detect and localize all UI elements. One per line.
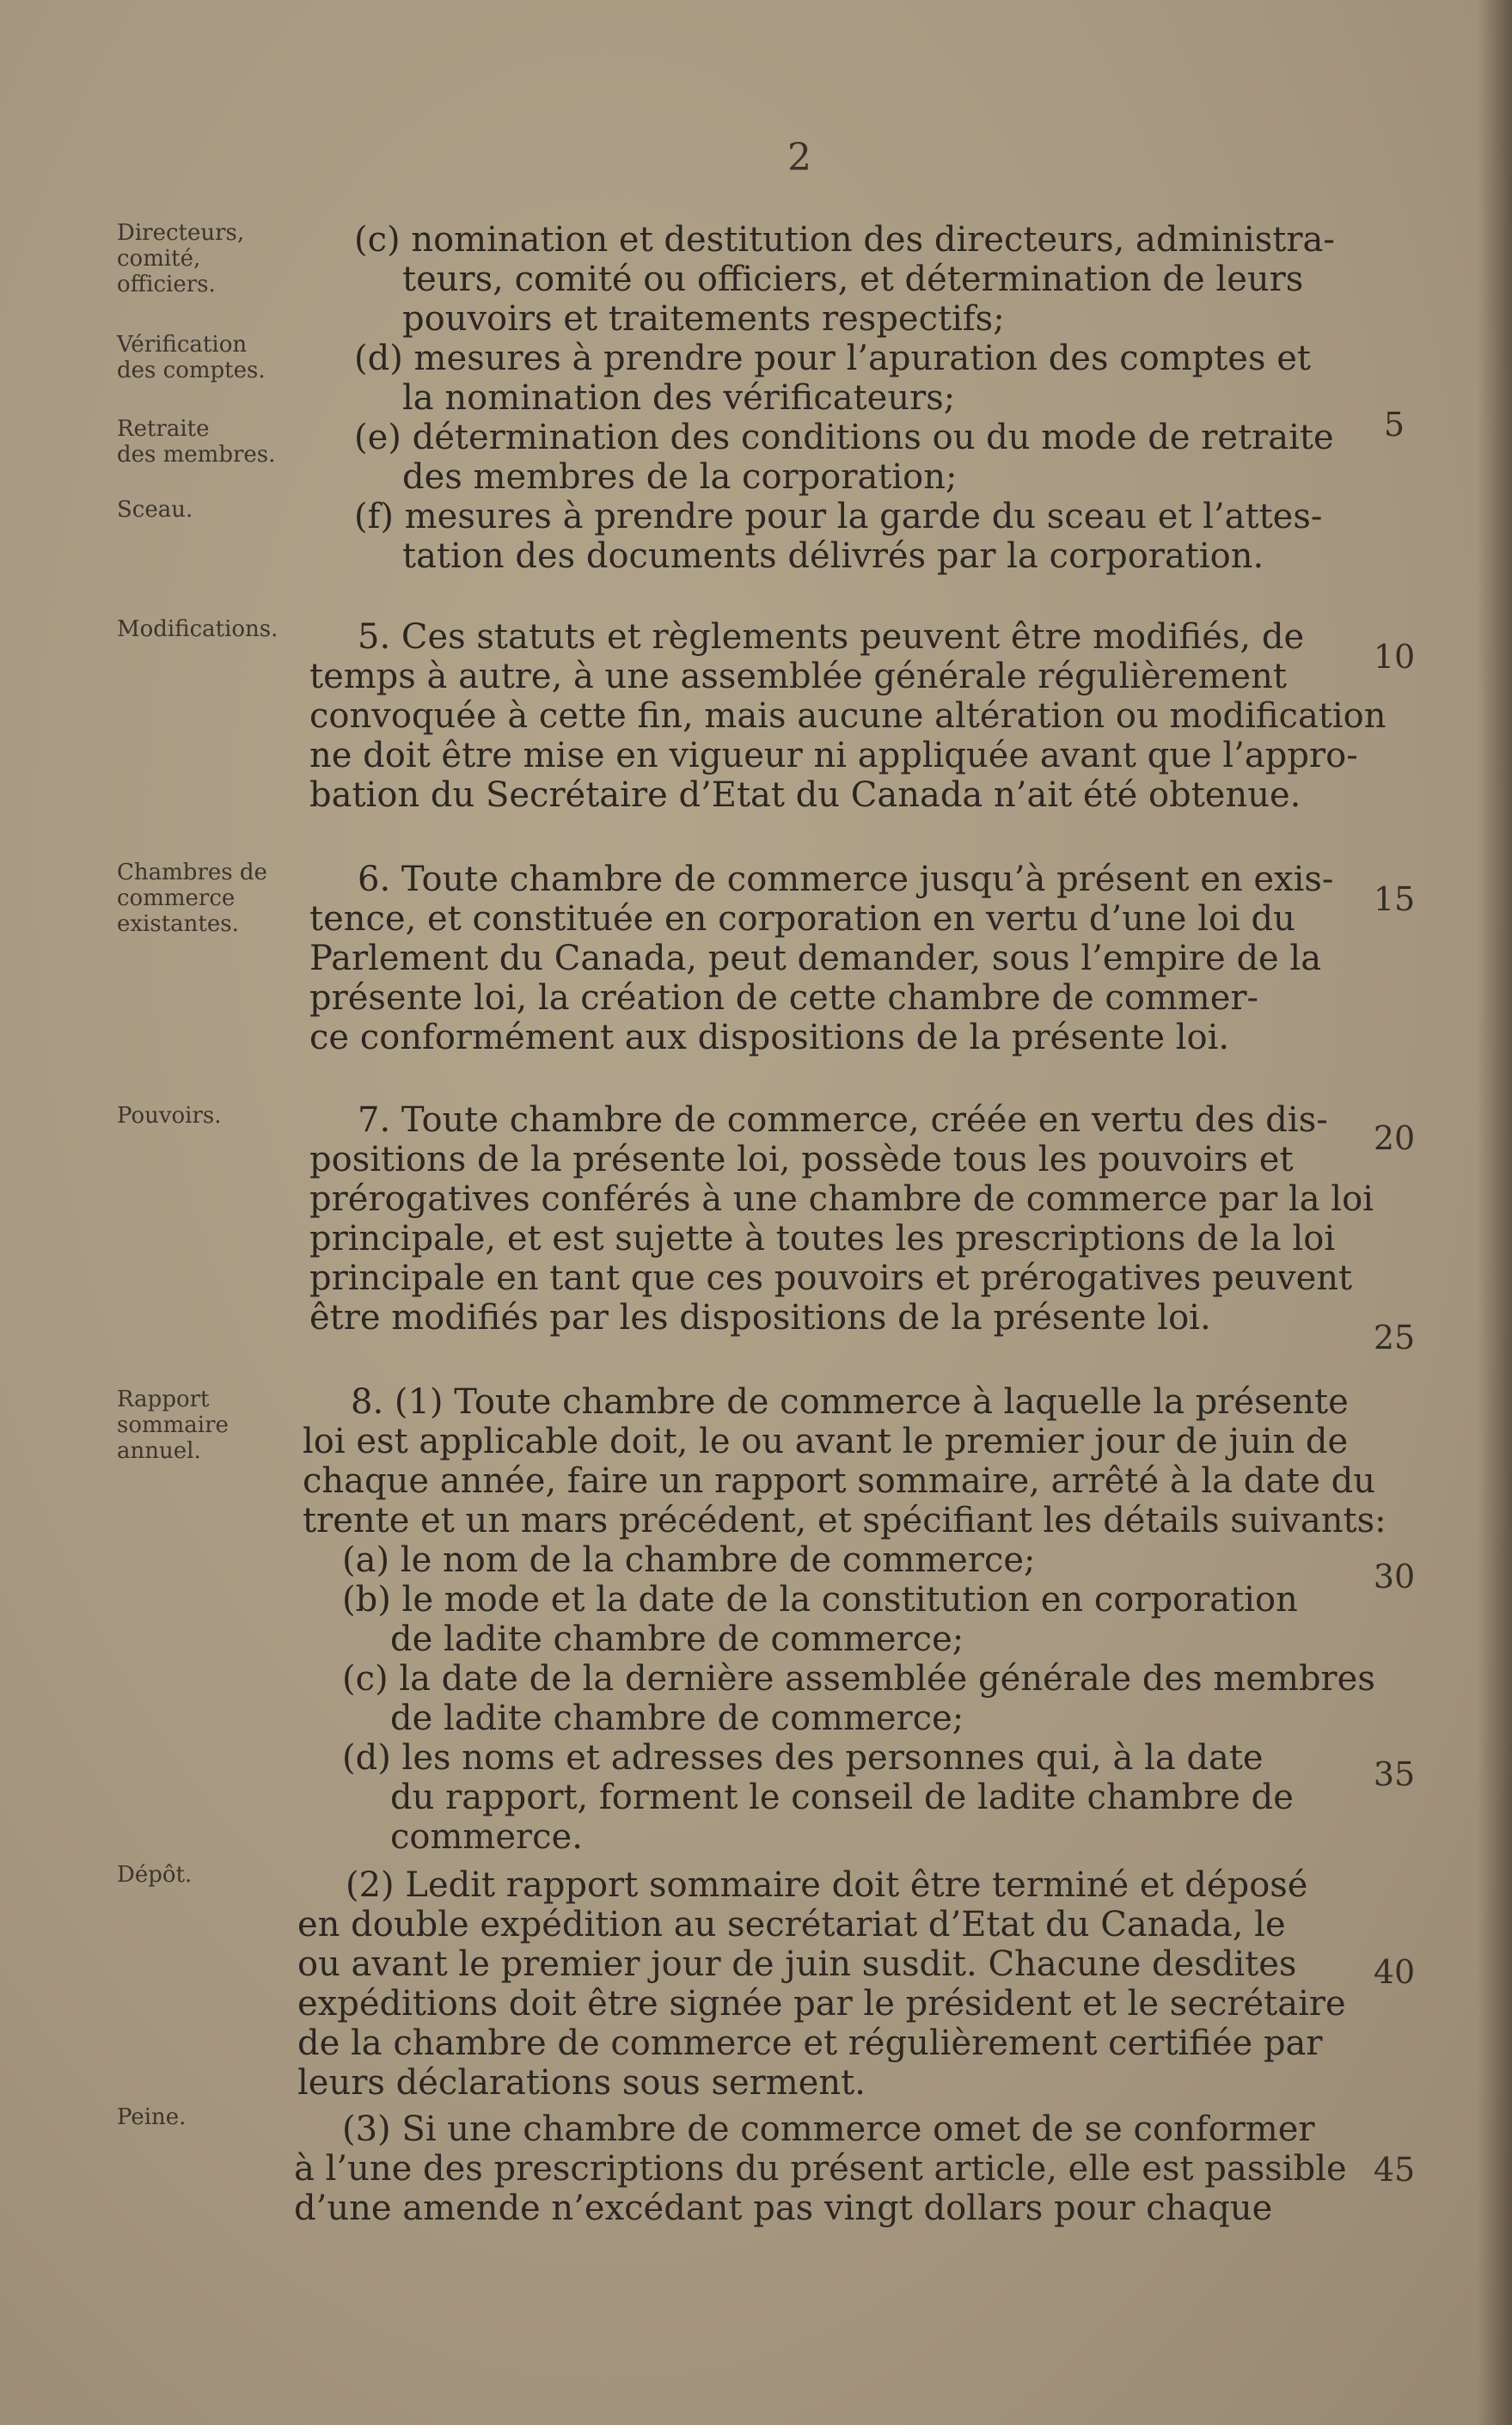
- text-line: tation des documents délivrés par la corporation.: [402, 536, 1264, 576]
- text-line: ce conformément aux dispositions de la présente loi.: [309, 1018, 1230, 1057]
- text-line: à l’une des prescriptions du présent article, elle est passible: [294, 2149, 1347, 2189]
- line-number: 30: [1373, 1558, 1416, 1595]
- text-line: présente loi, la création de cette chambre de commer-: [309, 978, 1259, 1018]
- clause-8-a: [342, 1540, 1360, 1580]
- section-6: [309, 860, 1358, 1057]
- text-line: (c) nomination et destitution des directeurs, administra-: [354, 220, 1335, 260]
- clause-e: [354, 418, 1360, 497]
- text-line: (e) détermination des conditions ou du mode de retraite: [354, 418, 1334, 457]
- margin-note-depot: Dépôt.: [117, 1862, 193, 1888]
- text-line: des membres de la corporation;: [402, 457, 958, 497]
- clause-8-c: [342, 1659, 1375, 1738]
- margin-note-modifications: Modifications.: [117, 616, 279, 642]
- text-line: la nomination des vérificateurs;: [402, 378, 956, 418]
- clause-f: [354, 497, 1360, 576]
- text-line: du rapport, forment le conseil de ladite chambre de: [390, 1778, 1294, 1817]
- text-line: 6. Toute chambre de commerce jusqu’à présent en exis-: [358, 860, 1334, 899]
- text-line: (a) le nom de la chambre de commerce;: [342, 1540, 1036, 1580]
- line-number: 45: [1373, 2151, 1416, 2189]
- section-8-1: [303, 1382, 1387, 1540]
- text-line: ou avant le premier jour de juin susdit. Chacune desdites: [297, 1944, 1297, 1984]
- margin-note-rapport: Rapport sommaire annuel.: [117, 1387, 229, 1464]
- text-line: expéditions doit être signée par le président et le secrétaire: [297, 1984, 1346, 2024]
- text-line: en double expédition au secrétariat d’Etat du Canada, le: [297, 1905, 1286, 1944]
- margin-note-peine: Peine.: [117, 2104, 187, 2130]
- text-line: être modifiés par les dispositions de la présente loi.: [309, 1298, 1211, 1338]
- margin-note-retraite: Retraite des membres.: [117, 416, 276, 468]
- section-5: [309, 617, 1387, 815]
- text-line: bation du Secrétaire d’Etat du Canada n’ait été obtenue.: [309, 775, 1301, 815]
- text-line: chaque année, faire un rapport sommaire, arrêté à la date du: [303, 1461, 1376, 1501]
- text-line: de la chambre de commerce et régulièrement certifiée par: [297, 2024, 1323, 2063]
- text-line: loi est applicable doit, le ou avant le premier jour de juin de: [303, 1422, 1349, 1461]
- text-line: convoquée à cette fin, mais aucune altération ou modification: [309, 696, 1387, 736]
- page-edge-shadow: [1478, 0, 1512, 2425]
- margin-note-sceau: Sceau.: [117, 497, 193, 523]
- text-line: (3) Si une chambre de commerce omet de se conformer: [342, 2110, 1315, 2149]
- line-number: 20: [1373, 1119, 1416, 1157]
- text-line: ne doit être mise en vigueur ni appliquée avant que l’appro-: [309, 736, 1358, 775]
- margin-note-chambres: Chambres de commerce existantes.: [117, 860, 267, 937]
- margin-note-pouvoirs: Pouvoirs.: [117, 1103, 222, 1129]
- text-line: pouvoirs et traitements respectifs;: [402, 299, 1005, 339]
- page-number: 2: [787, 136, 811, 180]
- section-7: [309, 1100, 1374, 1338]
- clause-8-b: [342, 1580, 1360, 1659]
- section-8-2: [297, 1865, 1360, 2103]
- text-line: commerce.: [390, 1817, 583, 1857]
- text-line: (f) mesures à prendre pour la garde du sceau et l’attes-: [354, 497, 1323, 536]
- text-line: (d) les noms et adresses des personnes qui, à la date: [342, 1738, 1264, 1778]
- text-line: 5. Ces statuts et règlements peuvent être modifiés, de: [358, 617, 1305, 657]
- clause-c: [354, 220, 1360, 339]
- line-number: 35: [1373, 1755, 1416, 1793]
- clause-d: [354, 339, 1360, 418]
- text-line: principale en tant que ces pouvoirs et prérogatives peuvent: [309, 1258, 1353, 1298]
- line-number: 25: [1373, 1319, 1416, 1356]
- text-line: temps à autre, à une assemblée générale régulièrement: [309, 657, 1287, 696]
- line-number: 5: [1383, 406, 1405, 444]
- text-line: (b) le mode et la date de la constitution en corporation: [342, 1580, 1298, 1620]
- text-line: tence, et constituée en corporation en vertu d’une loi du: [309, 899, 1295, 939]
- margin-note-verification: Vérification des comptes.: [117, 332, 266, 383]
- text-line: (c) la date de la dernière assemblée générale des membres: [342, 1659, 1375, 1699]
- line-number: 15: [1373, 880, 1416, 918]
- section-8-3: [294, 2110, 1360, 2228]
- text-line: 7. Toute chambre de commerce, créée en vertu des dis-: [358, 1100, 1328, 1140]
- text-line: leurs déclarations sous serment.: [297, 2063, 866, 2103]
- text-line: de ladite chambre de commerce;: [390, 1620, 964, 1659]
- text-line: de ladite chambre de commerce;: [390, 1699, 964, 1738]
- text-line: (2) Ledit rapport sommaire doit être terminé et déposé: [346, 1865, 1308, 1905]
- text-line: teurs, comité ou officiers, et détermination de leurs: [402, 260, 1304, 299]
- text-line: 8. (1) Toute chambre de commerce à laquelle la présente: [351, 1382, 1349, 1422]
- text-line: d’une amende n’excédant pas vingt dollars pour chaque: [294, 2189, 1273, 2228]
- margin-note-directeurs: Directeurs, comité, officiers.: [117, 220, 245, 297]
- text-line: principale, et est sujette à toutes les prescriptions de la loi: [309, 1219, 1336, 1258]
- text-line: trente et un mars précédent, et spécifiant les détails suivants:: [303, 1501, 1387, 1540]
- text-line: Parlement du Canada, peut demander, sous l’empire de la: [309, 939, 1322, 978]
- line-number: 10: [1373, 638, 1416, 676]
- text-line: (d) mesures à prendre pour l’apuration des comptes et: [354, 339, 1311, 378]
- clause-8-d: [342, 1738, 1360, 1857]
- text-line: positions de la présente loi, possède tous les pouvoirs et: [309, 1140, 1294, 1179]
- line-number: 40: [1373, 1953, 1416, 1991]
- text-line: prérogatives conférés à une chambre de commerce par la loi: [309, 1179, 1374, 1219]
